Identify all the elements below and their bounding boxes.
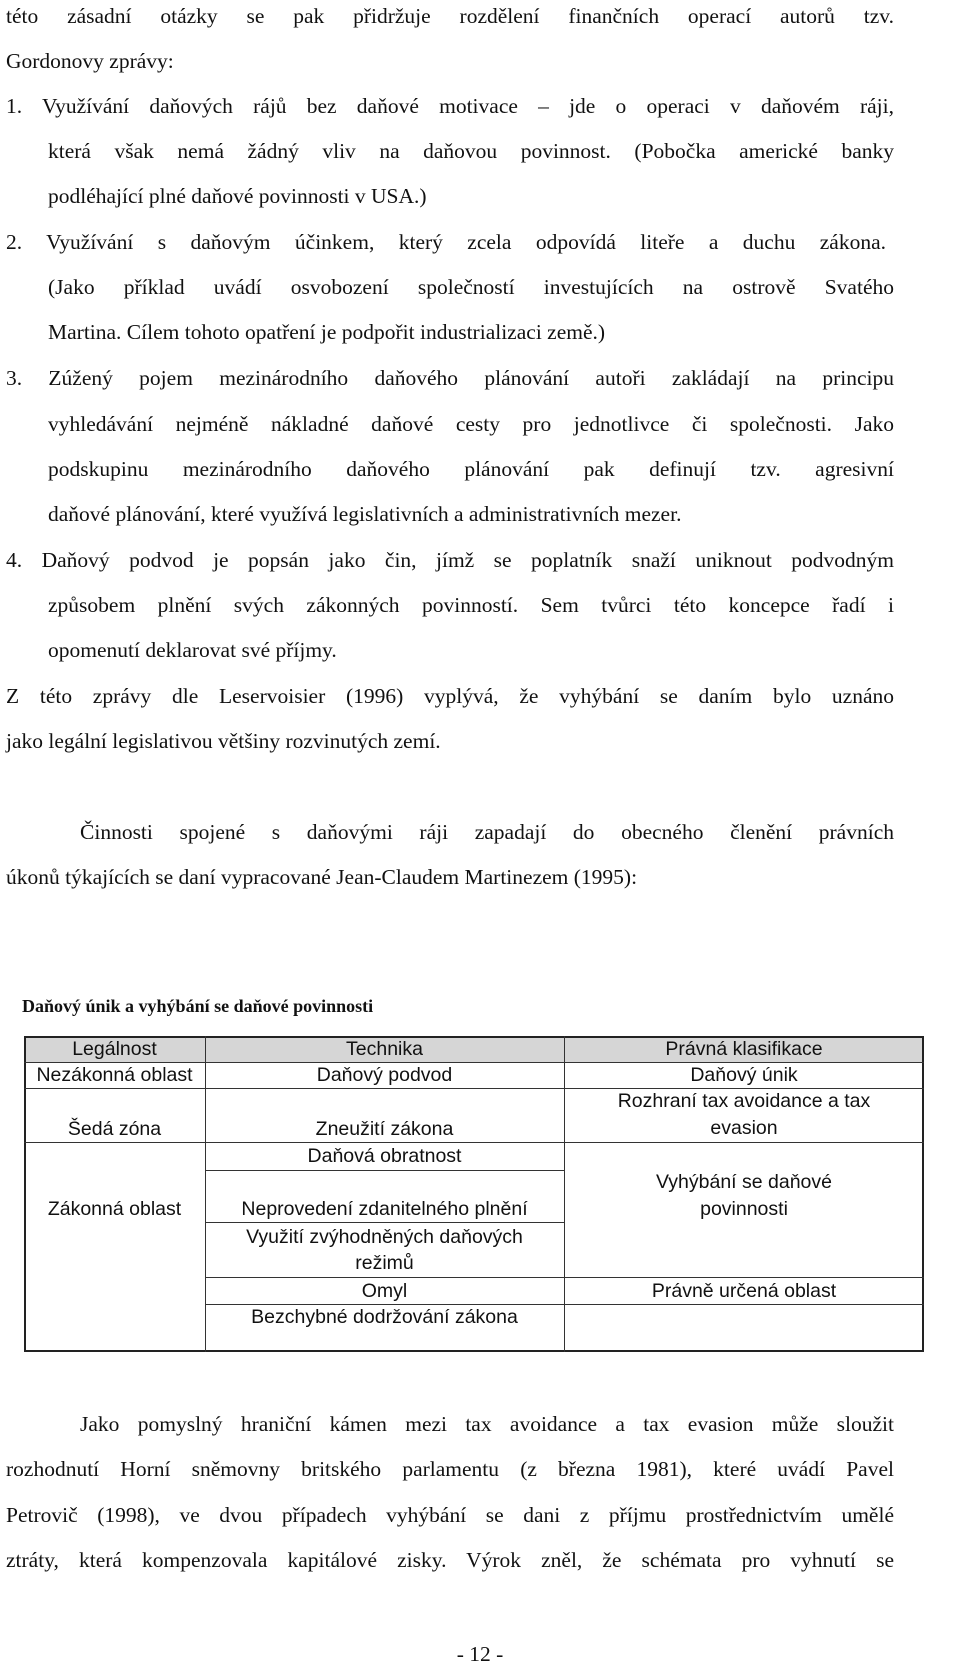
list-item-4-line: 4. Daňový podvod je popsán jako čin, jímž se poplatník snaží uniknout podvodným	[6, 548, 894, 572]
cell-vyhybani-line-2: povinnosti	[700, 1198, 788, 1220]
cell-zneuziti-zakona: Zneužití zákona	[315, 1118, 454, 1140]
list-item-3-line: daňové plánování, které využívá legislativních a administrativních mezer.	[48, 502, 682, 526]
cell-omyl: Omyl	[361, 1280, 408, 1302]
cell-rozhrani-line-2: evasion	[710, 1117, 778, 1139]
paragraph-line: Z této zprávy dle Leservoisier (1996) vyplývá, že vyhýbání se daním bylo uznáno	[6, 684, 894, 708]
paragraph-line: Činnosti spojené s daňovými ráji zapadají do obecného členění právních	[80, 820, 894, 844]
list-item-2-line: (Jako příklad uvádí osvobození společností investujících na ostrově Svatého	[48, 275, 894, 299]
cell-neprovedeni-plneni: Neprovedení zdanitelného plnění	[241, 1198, 528, 1220]
tax-classification-table	[24, 1036, 924, 1352]
paragraph-line: ztráty, která kompenzovala kapitálové zisky. Výrok zněl, že schémata pro vyhnutí se	[6, 1548, 894, 1572]
paragraph-line: Gordonovy zprávy:	[6, 49, 174, 73]
cell-vyuziti-rezimu-line-2: režimů	[355, 1252, 414, 1274]
paragraph-line: úkonů týkajících se daní vypracované Jean-Claudem Martinezem (1995):	[6, 865, 638, 889]
list-item-4-line: opomenutí deklarovat své příjmy.	[48, 638, 337, 662]
list-item-2-line: Martina. Cílem tohoto opatření je podpořit industrializaci země.)	[48, 320, 606, 344]
paragraph-line: této zásadní otázky se pak přidržuje rozdělení finančních operací autorů tzv.	[6, 4, 894, 28]
list-item-2-line: 2. Využívání s daňovým účinkem, který zcela odpovídá liteře a duchu zákona.	[6, 230, 886, 254]
table-caption: Daňový únik a vyhýbání se daňové povinnosti	[22, 996, 374, 1016]
list-item-3-line: podskupinu mezinárodního daňového plánování pak definují tzv. agresivní	[48, 457, 894, 481]
cell-danovy-unik: Daňový únik	[690, 1064, 798, 1086]
cell-zakonna-oblast: Zákonná oblast	[47, 1198, 182, 1220]
cell-danova-obratnost: Daňová obratnost	[307, 1145, 462, 1167]
paragraph-line: jako legální legislativou většiny rozvinutých zemí.	[6, 729, 441, 753]
paragraph-line: Jako pomyslný hraniční kámen mezi tax avoidance a tax evasion může sloužit	[80, 1412, 894, 1436]
list-item-3-line: 3. Zúžený pojem mezinárodního daňového plánování autoři zakládají na principu	[6, 366, 894, 390]
cell-danovy-podvod: Daňový podvod	[316, 1064, 453, 1086]
list-item-1-line: podléhající plné daňové povinnosti v USA.)	[48, 184, 427, 208]
page-number: - 12 -	[456, 1642, 504, 1666]
header-legalnost: Legálnost	[72, 1038, 157, 1060]
header-pravni-klasifikace: Právná klasifikace	[665, 1038, 823, 1060]
list-item-1-line: 1. Využívání daňových rájů bez daňové motivace – jde o operaci v daňovém ráji,	[6, 94, 894, 118]
cell-pravne-urcena-oblast: Právně určená oblast	[651, 1280, 837, 1302]
row-divider	[205, 1170, 564, 1171]
cell-vyuziti-rezimu-line-1: Využití zvýhodněných daňových	[246, 1226, 523, 1248]
list-item-1-line: která však nemá žádný vliv na daňovou povinnost. (Pobočka americké banky	[48, 139, 894, 163]
cell-bezchybne-dodrzovani: Bezchybné dodržování zákona	[251, 1306, 518, 1328]
list-item-3-line: vyhledávání nejméně nákladné daňové cesty pro jednotlivce či společnosti. Jako	[48, 412, 894, 436]
paragraph-line: Petrovič (1998), ve dvou případech vyhýbání se dani z příjmu prostřednictvím umělé	[6, 1503, 894, 1527]
cell-vyhybani-line-1: Vyhýbání se daňové	[656, 1171, 832, 1193]
cell-nezakonna-oblast: Nezákonná oblast	[36, 1064, 193, 1086]
paragraph-line: rozhodnutí Horní sněmovny britského parlamentu (z března 1981), které uvádí Pavel	[6, 1457, 894, 1481]
cell-seda-zona: Šedá zóna	[67, 1118, 162, 1140]
header-technika: Technika	[346, 1038, 423, 1060]
cell-rozhrani-line-1: Rozhraní tax avoidance a tax	[617, 1090, 871, 1112]
list-item-4-line: způsobem plnění svých zákonných povinností. Sem tvůrci této koncepce řadí i	[48, 593, 894, 617]
